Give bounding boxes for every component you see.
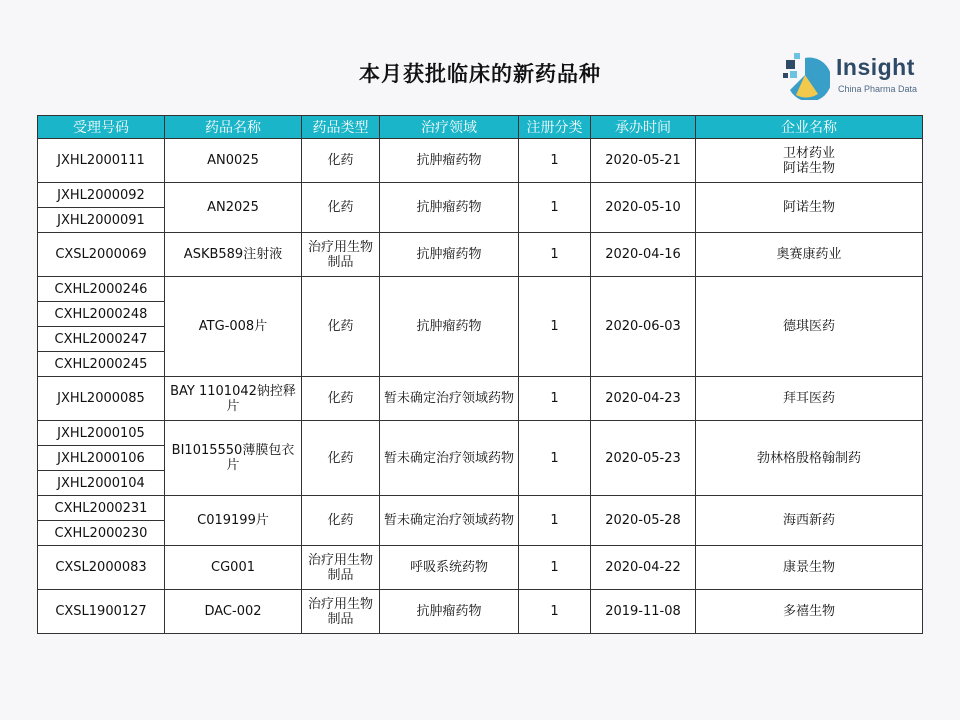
page-title: 本月获批临床的新药品种 [359,62,601,86]
drug-type-cell: 化药 [302,277,380,377]
therapy-area-cell: 暂未确定治疗领域药物 [380,496,519,546]
table-header-row [38,116,923,139]
drug-name-cell: BI1015550薄膜包衣片 [165,421,302,496]
therapy-area-cell: 抗肿瘤药物 [380,183,519,233]
therapy-area-cell: 抗肿瘤药物 [380,277,519,377]
drug-type-cell: 治疗用生物制品 [302,590,380,634]
drug-name-cell: DAC-002 [165,590,302,634]
date-cell: 2020-05-10 [591,183,696,233]
date-cell: 2020-04-22 [591,546,696,590]
therapy-area-cell: 抗肿瘤药物 [380,233,519,277]
table-row [38,546,923,590]
date-cell: 2020-05-28 [591,496,696,546]
drug-type-cell: 化药 [302,139,380,183]
reg-class-cell: 1 [519,421,591,496]
drug-type-cell: 化药 [302,183,380,233]
reg-class-cell: 1 [519,233,591,277]
therapy-area-cell: 暂未确定治疗领域药物 [380,421,519,496]
date-cell: 2020-05-21 [591,139,696,183]
table-row [38,277,923,302]
header-cell: 药品名称 [165,116,302,139]
insight-logo-icon [780,50,830,100]
company-cell: 康景生物 [696,546,923,590]
header-cell: 注册分类 [519,116,591,139]
drug-type-cell: 化药 [302,421,380,496]
accept-number-cell: JXHL2000085 [38,377,165,421]
drug-name-cell: BAY 1101042钠控释片 [165,377,302,421]
accept-number-cell: JXHL2000105 [38,421,165,446]
company-cell: 阿诺生物 [696,183,923,233]
table-row [38,590,923,634]
reg-class-cell: 1 [519,139,591,183]
company-cell: 多禧生物 [696,590,923,634]
accept-number-cell: CXSL2000069 [38,233,165,277]
reg-class-cell: 1 [519,496,591,546]
drug-type-cell: 化药 [302,496,380,546]
accept-number-cell: CXHL2000231 [38,496,165,521]
accept-number-cell: CXHL2000247 [38,327,165,352]
therapy-area-cell: 呼吸系统药物 [380,546,519,590]
company-cell: 拜耳医药 [696,377,923,421]
accept-number-cell: CXHL2000245 [38,352,165,377]
therapy-area-cell: 抗肿瘤药物 [380,139,519,183]
accept-number-cell: CXHL2000230 [38,521,165,546]
accept-number-cell: CXHL2000246 [38,277,165,302]
drug-name-cell: AN0025 [165,139,302,183]
header-cell: 承办时间 [591,116,696,139]
header-cell: 治疗领域 [380,116,519,139]
drug-name-cell: AN2025 [165,183,302,233]
company-cell: 奥赛康药业 [696,233,923,277]
accept-number-cell: JXHL2000111 [38,139,165,183]
header-cell: 受理号码 [38,116,165,139]
accept-number-cell: CXHL2000248 [38,302,165,327]
table-row [38,496,923,521]
table-row [38,183,923,208]
company-cell: 卫材药业 阿诺生物 [696,139,923,183]
therapy-area-cell: 暂未确定治疗领域药物 [380,377,519,421]
header-cell: 企业名称 [696,116,923,139]
accept-number-cell: JXHL2000106 [38,446,165,471]
header-cell: 药品类型 [302,116,380,139]
company-cell: 勃林格殷格翰制药 [696,421,923,496]
drug-type-cell: 化药 [302,377,380,421]
accept-number-cell: CXSL2000083 [38,546,165,590]
date-cell: 2020-06-03 [591,277,696,377]
date-cell: 2019-11-08 [591,590,696,634]
reg-class-cell: 1 [519,590,591,634]
table-row [38,139,923,183]
drug-name-cell: ATG-008片 [165,277,302,377]
drug-type-cell: 治疗用生物制品 [302,233,380,277]
accept-number-cell: JXHL2000092 [38,183,165,208]
accept-number-cell: JXHL2000104 [38,471,165,496]
reg-class-cell: 1 [519,277,591,377]
drug-name-cell: ASKB589注射液 [165,233,302,277]
reg-class-cell: 1 [519,183,591,233]
accept-number-cell: CXSL1900127 [38,590,165,634]
table-row [38,233,923,277]
date-cell: 2020-04-16 [591,233,696,277]
drug-name-cell: C019199片 [165,496,302,546]
table-body [38,139,923,634]
insight-logo [780,50,930,100]
date-cell: 2020-05-23 [591,421,696,496]
approval-table [37,115,923,634]
company-cell: 德琪医药 [696,277,923,377]
therapy-area-cell: 抗肿瘤药物 [380,590,519,634]
drug-type-cell: 治疗用生物制品 [302,546,380,590]
accept-number-cell: JXHL2000091 [38,208,165,233]
reg-class-cell: 1 [519,546,591,590]
table-row [38,377,923,421]
logo-subtitle: China Pharma Data [838,84,918,94]
logo-brand: Insight [836,54,915,80]
company-cell: 海西新药 [696,496,923,546]
reg-class-cell: 1 [519,377,591,421]
date-cell: 2020-04-23 [591,377,696,421]
table-row [38,421,923,446]
drug-name-cell: CG001 [165,546,302,590]
